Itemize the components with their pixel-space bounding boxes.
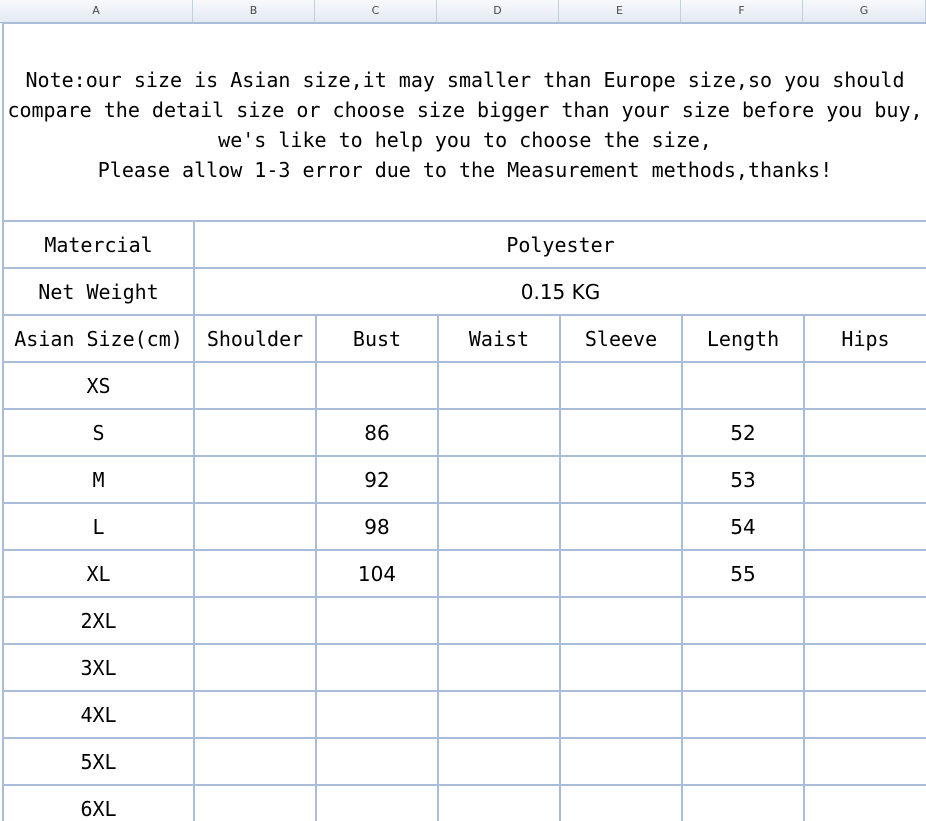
size-label-cell[interactable]: S [3, 409, 194, 456]
measurement-cell[interactable] [804, 503, 926, 550]
measurement-cell[interactable] [804, 597, 926, 644]
size-header-cell[interactable]: Bust [316, 315, 438, 362]
size-row [3, 362, 926, 409]
size-row [3, 409, 926, 456]
material-label-cell[interactable]: Matercial [3, 221, 194, 268]
size-label-cell[interactable]: L [3, 503, 194, 550]
size-header-cell[interactable]: Waist [438, 315, 560, 362]
net-weight-value-cell[interactable]: 0.15 KG [194, 268, 926, 315]
measurement-cell[interactable] [438, 503, 560, 550]
measurement-cell[interactable] [438, 456, 560, 503]
measurement-cell[interactable] [682, 597, 804, 644]
measurement-cell[interactable] [194, 691, 316, 738]
measurement-cell[interactable] [194, 597, 316, 644]
measurement-cell[interactable]: 92 [316, 456, 438, 503]
size-label-cell[interactable]: 6XL [3, 785, 194, 821]
measurement-cell[interactable] [438, 785, 560, 821]
size-row [3, 785, 926, 821]
measurement-cell[interactable] [560, 550, 682, 597]
measurement-cell[interactable] [438, 691, 560, 738]
size-row [3, 503, 926, 550]
size-header-cell[interactable]: Shoulder [194, 315, 316, 362]
column-header-e[interactable]: E [559, 0, 681, 22]
measurement-cell[interactable] [560, 738, 682, 785]
note-line: Please allow 1-3 error due to the Measurement methods,thanks! [97, 158, 833, 182]
size-header-row [3, 315, 926, 362]
measurement-cell[interactable] [804, 409, 926, 456]
measurement-cell[interactable] [560, 409, 682, 456]
note-cell[interactable] [3, 23, 926, 221]
measurement-cell[interactable] [438, 409, 560, 456]
measurement-cell[interactable] [316, 644, 438, 691]
measurement-cell[interactable] [682, 785, 804, 821]
size-row [3, 456, 926, 503]
cell-grid [2, 22, 926, 821]
measurement-cell[interactable] [560, 362, 682, 409]
size-row [3, 691, 926, 738]
measurement-cell[interactable]: 104 [316, 550, 438, 597]
measurement-cell[interactable] [682, 644, 804, 691]
measurement-cell[interactable] [438, 597, 560, 644]
measurement-cell[interactable]: 54 [682, 503, 804, 550]
measurement-cell[interactable] [682, 738, 804, 785]
measurement-cell[interactable] [194, 409, 316, 456]
size-label-cell[interactable]: XS [3, 362, 194, 409]
measurement-cell[interactable] [804, 691, 926, 738]
measurement-cell[interactable] [194, 785, 316, 821]
size-label-cell[interactable]: XL [3, 550, 194, 597]
measurement-cell[interactable] [194, 503, 316, 550]
measurement-cell[interactable] [804, 550, 926, 597]
size-header-cell[interactable]: Hips [804, 315, 926, 362]
measurement-cell[interactable] [194, 738, 316, 785]
note-line: compare the detail size or choose size bigger than your size before you buy, [7, 98, 923, 122]
measurement-cell[interactable] [438, 550, 560, 597]
measurement-cell[interactable]: 52 [682, 409, 804, 456]
measurement-cell[interactable] [194, 456, 316, 503]
note-line: Note:our size is Asian size,it may smaller than Europe size,so you should [25, 68, 905, 92]
material-value-cell[interactable]: Polyester [194, 221, 926, 268]
measurement-cell[interactable] [438, 362, 560, 409]
measurement-cell[interactable]: 98 [316, 503, 438, 550]
note-line: we's like to help you to choose the size, [218, 128, 712, 152]
measurement-cell[interactable] [438, 644, 560, 691]
measurement-cell[interactable] [560, 785, 682, 821]
measurement-cell[interactable] [804, 456, 926, 503]
measurement-cell[interactable] [194, 362, 316, 409]
column-header-bar [0, 0, 926, 23]
measurement-cell[interactable] [560, 644, 682, 691]
size-row [3, 597, 926, 644]
measurement-cell[interactable] [560, 503, 682, 550]
measurement-cell[interactable]: 55 [682, 550, 804, 597]
measurement-cell[interactable] [560, 691, 682, 738]
size-label-cell[interactable]: 2XL [3, 597, 194, 644]
size-header-cell[interactable]: Asian Size(cm) [3, 315, 194, 362]
size-label-cell[interactable]: 5XL [3, 738, 194, 785]
measurement-cell[interactable] [804, 362, 926, 409]
measurement-cell[interactable] [316, 691, 438, 738]
column-header-c[interactable]: C [315, 0, 437, 22]
size-row [3, 550, 926, 597]
size-label-cell[interactable]: 3XL [3, 644, 194, 691]
size-row [3, 644, 926, 691]
column-header-a[interactable]: A [0, 0, 193, 22]
measurement-cell[interactable] [316, 362, 438, 409]
column-header-b[interactable]: B [193, 0, 315, 22]
measurement-cell[interactable] [438, 738, 560, 785]
measurement-cell[interactable]: 86 [316, 409, 438, 456]
size-row [3, 738, 926, 785]
size-header-cell[interactable]: Sleeve [560, 315, 682, 362]
column-header-d[interactable]: D [437, 0, 559, 22]
column-header-g[interactable]: G [803, 0, 926, 22]
measurement-cell[interactable] [194, 644, 316, 691]
size-label-cell[interactable]: 4XL [3, 691, 194, 738]
net-weight-label-cell[interactable]: Net Weight [3, 268, 194, 315]
measurement-cell[interactable] [804, 785, 926, 821]
measurement-cell[interactable] [682, 362, 804, 409]
size-label-cell[interactable]: M [3, 456, 194, 503]
size-chart-table [2, 22, 926, 821]
measurement-cell[interactable] [560, 597, 682, 644]
measurement-cell[interactable] [316, 785, 438, 821]
measurement-cell[interactable] [316, 738, 438, 785]
measurement-cell[interactable] [804, 738, 926, 785]
measurement-cell[interactable] [560, 456, 682, 503]
measurement-cell[interactable]: 53 [682, 456, 804, 503]
measurement-cell[interactable] [682, 691, 804, 738]
size-header-cell[interactable]: Length [682, 315, 804, 362]
column-header-f[interactable]: F [681, 0, 803, 22]
measurement-cell[interactable] [194, 550, 316, 597]
measurement-cell[interactable] [316, 597, 438, 644]
measurement-cell[interactable] [804, 644, 926, 691]
